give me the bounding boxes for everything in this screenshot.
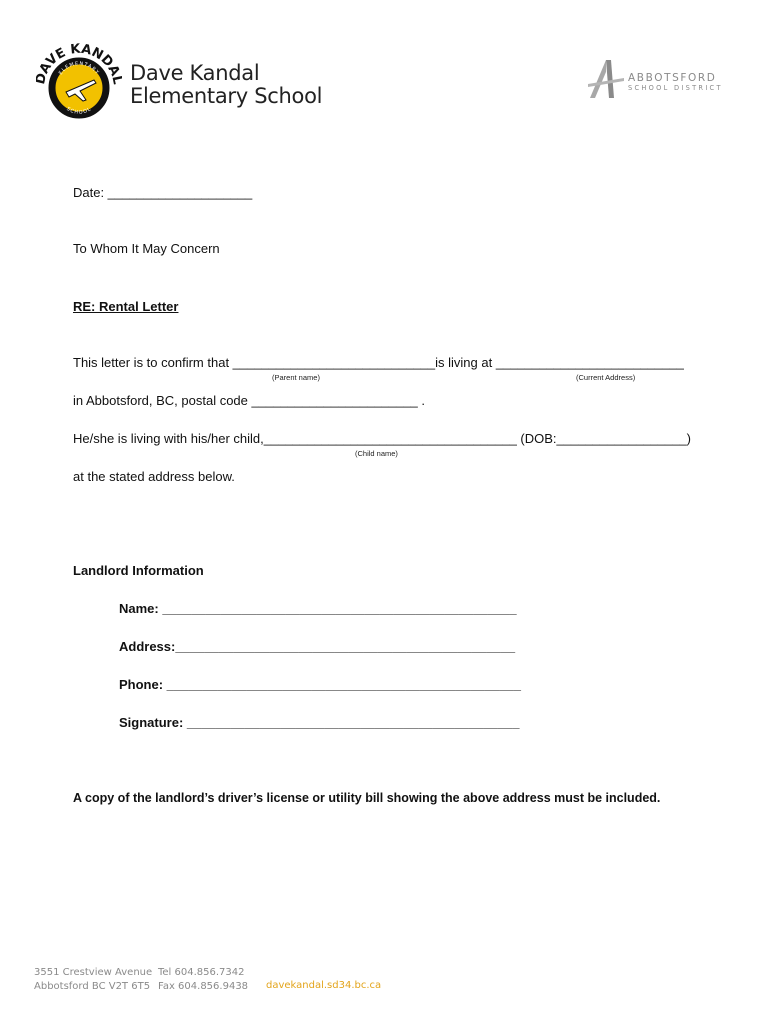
landlord-address-field: Address:_______________________________________________ — [119, 639, 516, 654]
footer-fax: Fax 604.856.9438 — [158, 981, 249, 992]
child-name-blank: ___________________________________ — [263, 431, 517, 446]
stated-address-line: at the stated address below. — [73, 469, 235, 484]
district-logo-mark — [584, 58, 626, 100]
svg-text:ELEMENTARY: ELEMENTARY — [57, 60, 101, 77]
re-line: RE: Rental Letter — [73, 299, 179, 314]
confirm-middle: is living at — [435, 355, 496, 370]
document-requirement-notice: A copy of the landlord’s driver’s license or utility bill showing the above address must be included. — [73, 791, 661, 805]
landlord-signature-field: Signature: ______________________________________________ — [119, 715, 520, 730]
greeting: To Whom It May Concern — [73, 241, 220, 256]
current-address-blank: __________________________ — [495, 355, 684, 370]
school-name-line2: Elementary School — [130, 84, 323, 108]
svg-text:DAVE KANDAL: AVE KANDA — [36, 42, 122, 79]
footer-address — [34, 966, 152, 994]
school-name — [130, 62, 322, 108]
parent-name-blank: ____________________________ — [232, 355, 436, 370]
current-address-hint: (Current Address) — [576, 373, 636, 382]
child-line — [73, 431, 691, 446]
dob-field: (DOB:__________________) — [516, 431, 692, 446]
footer-website-link[interactable]: davekandal.sd34.bc.ca — [266, 980, 382, 991]
parent-name-hint: (Parent name) — [272, 373, 320, 382]
footer-address-line2: Abbotsford BC V2T 6T5 — [34, 981, 151, 992]
school-name-line1: Dave Kandal — [130, 61, 260, 85]
svg-text:SCHOOL: SCHOOL — [65, 106, 93, 116]
landlord-name-field: Name: _________________________________________________ — [119, 601, 517, 616]
district-name-line1: ABBOTSFORD — [628, 72, 717, 84]
district-name-line2: SCHOOL DISTRICT — [628, 84, 723, 92]
district-name — [628, 72, 723, 93]
postal-code-line: in Abbotsford, BC, postal code _______________________ . — [73, 393, 426, 408]
date-field: Date: ____________________ — [73, 185, 253, 200]
confirm-prefix: This letter is to confirm that — [73, 355, 233, 370]
footer-tel: Tel 604.856.7342 — [158, 967, 245, 978]
child-prefix: He/she is living with his/her child, — [73, 431, 264, 446]
confirm-line — [73, 355, 684, 370]
landlord-heading: Landlord Information — [73, 563, 204, 578]
child-name-hint: (Child name) — [355, 449, 398, 458]
school-logo — [36, 42, 122, 128]
footer-address-line1: 3551 Crestview Avenue — [34, 967, 153, 978]
footer-contact — [158, 966, 248, 994]
landlord-phone-field: Phone: _________________________________________________ — [119, 677, 521, 692]
